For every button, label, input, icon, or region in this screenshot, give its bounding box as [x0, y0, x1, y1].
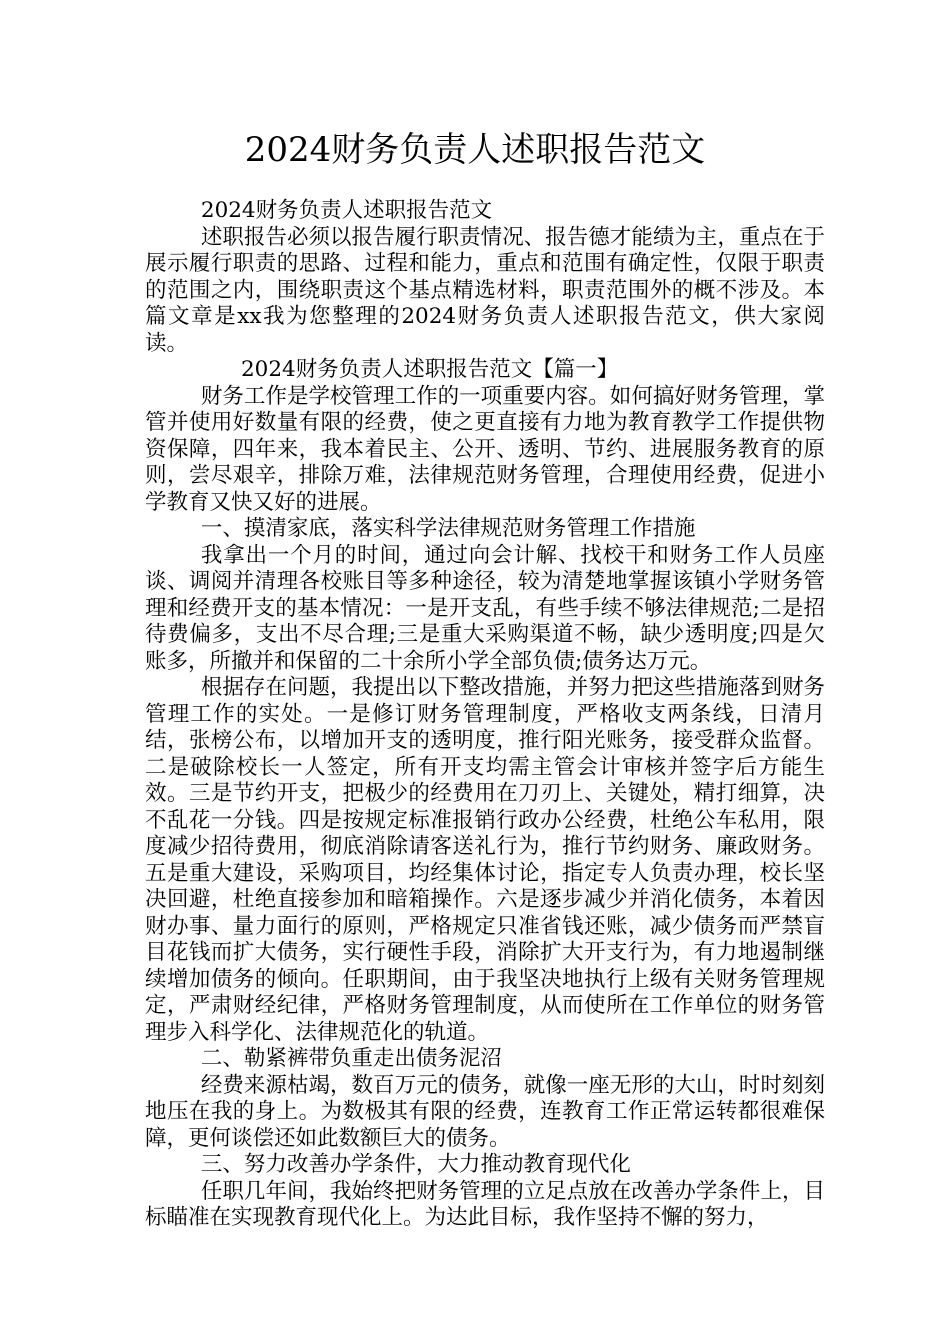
section-heading-3: 三、努力改善办学条件，大力推动教育现代化 — [200, 1152, 631, 1177]
document-title: 2024财务负责人述职报告范文 — [244, 130, 706, 170]
body-paragraph: 任职几年间，我始终把财务管理的立足点放在改善办学条件上，目标瞄准在实现教育现代化上。为达此目标，我作坚持不懈的努力， — [145, 1178, 825, 1230]
body-paragraph: 经费来源枯竭，数百万元的债务，就像一座无形的大山，时时刻刻地压在我的身上。为数极其有限的经费，连教育工作正常运转都很难保障，更何谈偿还如此数额巨大的债务。 — [145, 1072, 825, 1151]
body-paragraph: 我拿出一个月的时间，通过向会计解、找校干和财务工作人员座谈、调阅并清理各校账目等多种途径，较为清楚地掌握该镇小学财务管理和经费开支的基本情况：一是开支乱，有些手续不够法律规范;二是招待费偏多，支出不尽合理;三是重大采购渠道不畅，缺少透明度;四是欠账多，所撤并和保留的二十余所小学全部负债;债务达万元。 — [145, 542, 825, 674]
intro-paragraph: 述职报告必须以报告履行职责情况、报告德才能绩为主，重点在于展示履行职责的思路、过程和能力，重点和范围有确定性，仅限于职责的范围之内，围绕职责这个基点精选材料，职责范围外的概不涉及。本篇文章是xx我为您整理的2024财务负责人述职报告范文，供大家阅读。 — [145, 224, 825, 356]
intro-heading: 2024财务负责人述职报告范文 — [200, 198, 493, 223]
body-paragraph: 根据存在问题，我提出以下整改措施，并努力把这些措施落到财务管理工作的实处。一是修订财务管理制度，严格收支两条线，日清月结，张榜公布，以增加开支的透明度，推行阳光账务，接受群众监督。二是破除校长一人签定，所有开支均需主管会计审核并签字后方能生效。三是节约开支，把极少的经费用在刀刃上、关键处，精打细算，决不乱花一分钱。四是按规定标准报销行政办公经费，杜绝公车私用，限度减少招待费用，彻底消除请客送礼行为，推行节约财务、廉政财务。五是重大建设，采购项目，均经集体讨论，指定专人负责办理，校长坚决回避，杜绝直接参加和暗箱操作。六是逐步减少并消化债务，本着因财办事、量力面行的原则，严格规定只准省钱还账，减少债务而严禁盲目花钱而扩大债务，实行硬性手段，消除扩大开支行为，有力地遏制继续增加债务的倾向。任职期间，由于我坚决地执行上级有关财务管理规定，严肃财经纪律，严格财务管理制度，从而使所在工作单位的财务管理步入科学化、法律规范化的轨道。 — [145, 675, 825, 1045]
section-heading-1: 一、摸清家底，落实科学法律规范财务管理工作措施 — [200, 516, 696, 541]
document-body — [145, 198, 825, 1232]
body-paragraph: 财务工作是学校管理工作的一项重要内容。如何搞好财务管理，掌管并使用好数量有限的经费，使之更直接有力地为教育教学工作提供物资保障，四年来，我本着民主、公开、透明、节约、进展服务教育的原则，尝尽艰辛，排除万难，法律规范财务管理，合理使用经费，促进小学教育又快又好的进展。 — [145, 383, 825, 515]
section-heading-part-one: 2024财务负责人述职报告范文【篇一】 — [241, 357, 619, 382]
section-heading-2: 二、勒紧裤带负重走出债务泥沼 — [200, 1046, 502, 1071]
